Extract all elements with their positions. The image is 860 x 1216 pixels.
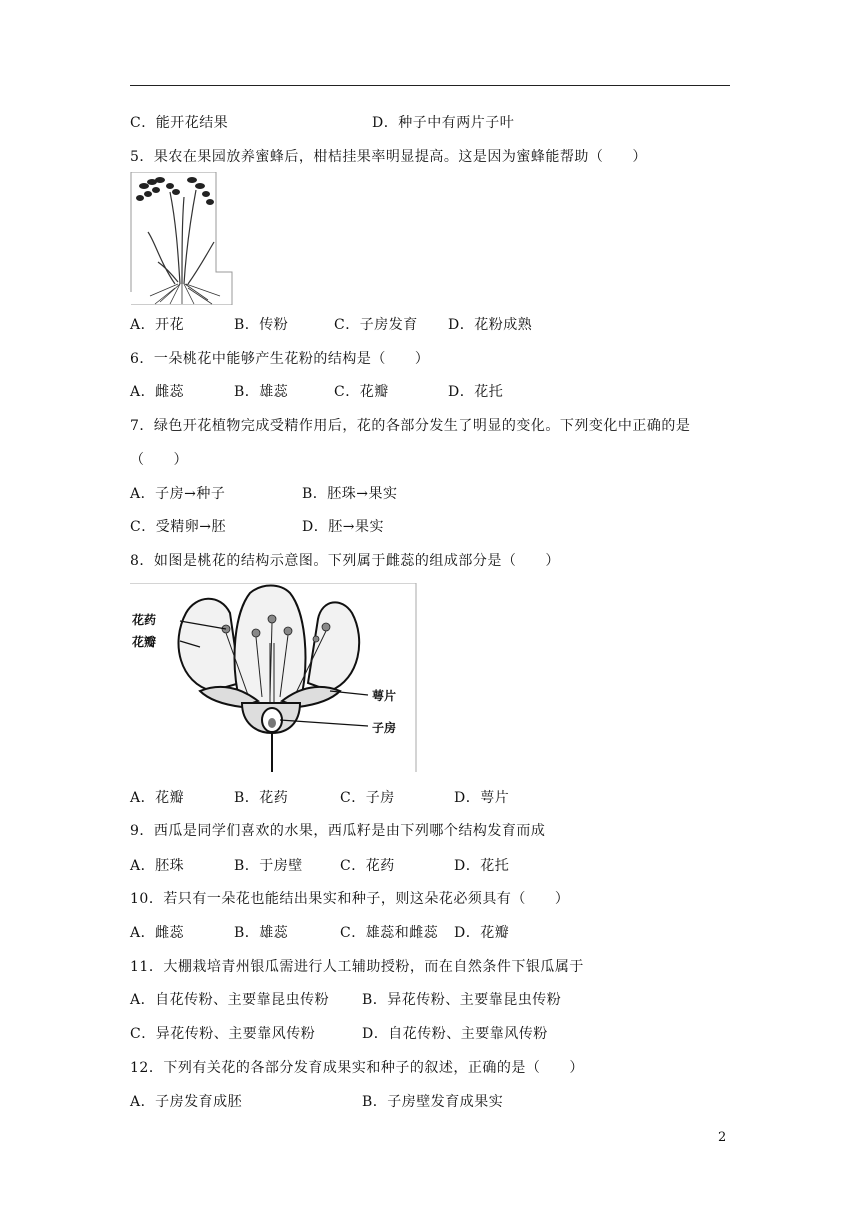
q11-option-b: B．异花传粉、主要靠昆虫传粉 xyxy=(362,992,562,1008)
q6-option-b: B．雄蕊 xyxy=(234,384,289,400)
label-sepal: 萼片 xyxy=(372,689,397,703)
q10-option-a: A．雌蕊 xyxy=(130,925,185,941)
header-rule xyxy=(130,85,730,86)
q9-stem: 9．西瓜是同学们喜欢的水果，西瓜籽是由下列哪个结构发育而成 xyxy=(130,823,546,839)
q5-option-d: D．花粉成熟 xyxy=(448,317,533,333)
q5-option-b: B．传粉 xyxy=(234,317,289,333)
q4-option-c: C．能开花结果 xyxy=(130,115,229,131)
q9-option-b: B．于房壁 xyxy=(234,858,303,874)
label-petal: 花瓣 xyxy=(132,635,157,649)
q10-option-c: C．雄蕊和雌蕊 xyxy=(340,925,439,941)
q5-stem: 5．果农在果园放养蜜蜂后，柑桔挂果率明显提高。这是因为蜜蜂能帮助（ ） xyxy=(130,149,647,165)
q7-option-a: A．子房→种子 xyxy=(130,486,226,502)
q11-option-c: C．异花传粉、主要靠风传粉 xyxy=(130,1026,316,1042)
q6-option-d: D．花托 xyxy=(448,384,504,400)
q4-option-d: D．种子中有两片子叶 xyxy=(372,115,515,131)
q6-option-a: A．雌蕊 xyxy=(130,384,185,400)
q11-option-d: D．自花传粉、主要靠风传粉 xyxy=(362,1026,548,1042)
q8-option-c: C．子房 xyxy=(340,790,395,806)
q11-stem: 11．大棚栽培青州银瓜需进行人工辅助授粉，而在自然条件下银瓜属于 xyxy=(130,959,584,975)
q5-option-a: A．开花 xyxy=(130,317,185,333)
q10-option-d: D．花瓣 xyxy=(454,925,510,941)
peach-flower-figure xyxy=(130,583,417,773)
peach-flower-diagram xyxy=(130,583,417,773)
q7-option-d: D．胚→果实 xyxy=(302,519,384,535)
q6-stem: 6．一朵桃花中能够产生花粉的结构是（ ） xyxy=(130,351,430,367)
q7-stem-bracket: （ ） xyxy=(130,452,188,468)
q10-option-b: B．雄蕊 xyxy=(234,925,289,941)
q8-option-d: D．萼片 xyxy=(454,790,510,806)
q12-option-a: A．子房发育成胚 xyxy=(130,1094,243,1110)
page-number: 2 xyxy=(718,1130,727,1145)
label-ovary: 子房 xyxy=(372,721,397,735)
q9-option-c: C．花药 xyxy=(340,858,395,874)
q8-option-b: B．花药 xyxy=(234,790,289,806)
q9-option-d: D．花托 xyxy=(454,858,510,874)
q9-option-a: A．胚珠 xyxy=(130,858,185,874)
rice-plant-figure xyxy=(130,172,233,305)
q7-stem: 7．绿色开花植物完成受精作用后，花的各部分发生了明显的变化。下列变化中正确的是 xyxy=(130,418,691,434)
q10-stem: 10．若只有一朵花也能结出果实和种子，则这朵花必须具有（ ） xyxy=(130,891,570,907)
q5-option-c: C．子房发育 xyxy=(334,317,418,333)
q12-stem: 12．下列有关花的各部分发育成果实和种子的叙述，正确的是（ ） xyxy=(130,1060,584,1076)
q6-option-c: C．花瓣 xyxy=(334,384,389,400)
q12-option-b: B．子房壁发育成果实 xyxy=(362,1094,504,1110)
q11-option-a: A．自花传粉、主要靠昆虫传粉 xyxy=(130,992,330,1008)
rice-plant-illustration xyxy=(130,172,233,305)
q7-option-c: C．受精卵→胚 xyxy=(130,519,226,535)
q8-stem: 8．如图是桃花的结构示意图。下列属于雌蕊的组成部分是（ ） xyxy=(130,553,560,569)
q7-option-b: B．胚珠→果实 xyxy=(302,486,398,502)
label-anther: 花药 xyxy=(132,613,157,627)
q8-option-a: A．花瓣 xyxy=(130,790,185,806)
